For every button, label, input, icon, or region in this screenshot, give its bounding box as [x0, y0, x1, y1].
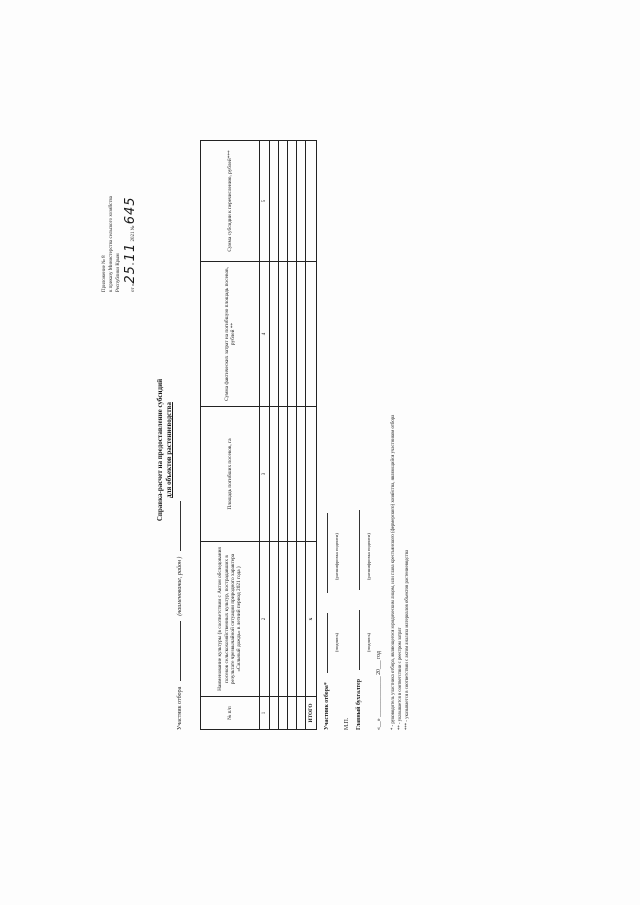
participant-signature-field[interactable] [327, 613, 328, 673]
table-cell[interactable] [288, 407, 297, 542]
column-number-row [260, 141, 270, 730]
participant-name-field[interactable] [180, 621, 181, 681]
table-row [297, 141, 306, 730]
accountant-signature-row [356, 170, 376, 730]
table-cell[interactable] [279, 542, 288, 697]
stamp-label: М.П. [344, 717, 350, 730]
title-line-2: для объектов растениеводства [165, 402, 174, 498]
table-cell[interactable] [288, 542, 297, 697]
appendix-date-line [122, 142, 140, 292]
table-cell[interactable] [297, 141, 306, 262]
table-cell[interactable] [279, 262, 288, 407]
table-cell[interactable] [297, 262, 306, 407]
total-area-cell[interactable] [306, 407, 317, 542]
appendix-line-2: к приказу Министерства сельского хозяйства [108, 195, 114, 292]
table-cell[interactable] [297, 697, 306, 730]
table-cell[interactable] [288, 141, 297, 262]
col-header-crop: Наименование культуры (в соответствии с Актом обследования посевов сельскохозяйственных культур, пострадавших в результате чрезвычайной ситуации природного характера «Сильный дождь» в летний период 2021 года ) [201, 542, 260, 697]
table-row [270, 141, 279, 730]
participant-signature-row [324, 170, 344, 730]
accountant-decode-field[interactable] [359, 510, 360, 590]
col-num-1: 1 [260, 697, 270, 730]
appendix-number: 645 [123, 196, 139, 225]
table-cell[interactable] [288, 262, 297, 407]
appendix-line-3: Республики Крым [115, 253, 121, 292]
table-header-row [201, 141, 260, 730]
table-cell[interactable] [270, 141, 279, 262]
appendix-line-1: Приложение № 8 [102, 255, 107, 292]
stamp-row [344, 170, 356, 730]
participant-hint: (наименование, район ) [177, 556, 183, 616]
table-cell[interactable] [297, 542, 306, 697]
table-cell[interactable] [279, 407, 288, 542]
col-header-area: Площадь погибших посевов, га [201, 407, 260, 542]
col-num-3: 3 [260, 407, 270, 542]
appendix-block [102, 142, 140, 292]
participant-sign-caption: (подпись) [334, 632, 339, 652]
total-costs-cell[interactable] [306, 262, 317, 407]
col-header-subsidy: Сумма субсидии к перечислению, рублей*** [201, 141, 260, 262]
table-cell[interactable] [297, 407, 306, 542]
total-x: х [306, 542, 317, 697]
col-num-2: 2 [260, 542, 270, 697]
accountant-decode-caption: (расшифровка подписи) [366, 533, 371, 580]
date-row [376, 170, 388, 730]
col-num-5: 5 [260, 141, 270, 262]
table-cell[interactable] [270, 697, 279, 730]
appendix-date-year: 2021 № [131, 225, 137, 242]
accountant-sign-caption: (подпись) [366, 632, 371, 652]
accountant-signature-field[interactable] [359, 610, 360, 670]
footnotes [390, 150, 412, 730]
table-row [288, 141, 297, 730]
table-cell[interactable] [279, 141, 288, 262]
participant-line [177, 250, 184, 730]
calculation-table [200, 140, 317, 730]
participant-decode-caption: (расшифровка подписи) [334, 533, 339, 580]
table-cell[interactable] [270, 407, 279, 542]
col-num-4: 4 [260, 262, 270, 407]
footnote-3: *** - указывается в соответствии с актом анализа материалов объектов растениеводства [405, 549, 411, 730]
appendix-date-prefix: от « [131, 283, 137, 292]
table-cell[interactable] [279, 697, 288, 730]
participant-label: Участник отбора [177, 686, 183, 730]
table-total-row [306, 141, 317, 730]
rotated-form [100, 130, 411, 770]
signature-block [324, 170, 388, 730]
table-cell[interactable] [288, 697, 297, 730]
table-cell[interactable] [270, 542, 279, 697]
footnote-1: * - руководитель участника отбора, являющегося юридическим лицом, или глава крестьянского (фермерского) хозяйства, являющийся участником отбора [391, 414, 396, 730]
table-cell[interactable] [270, 262, 279, 407]
appendix-date-mid: » [131, 262, 137, 266]
total-subsidy-cell[interactable] [306, 141, 317, 262]
participant-extra-field[interactable] [180, 501, 181, 551]
page-title [156, 280, 174, 620]
title-line-1: Справка-расчет на предоставление субсидий [156, 378, 164, 522]
col-header-costs: Сумма фактических затрат на погибшую площадь посевов, рублей ** [201, 262, 260, 407]
col-header-number: № п/п [201, 697, 260, 730]
participant-signature-label: Участник отбора* [324, 682, 330, 730]
table-row [279, 141, 288, 730]
total-label: ИТОГО [306, 697, 317, 730]
accountant-label: Главный бухгалтер [356, 679, 362, 730]
footnote-2: ** - указывается в соответствии с реестром затрат [398, 627, 404, 730]
appendix-date-day: 25 [123, 265, 139, 284]
appendix-date-month: 11 [123, 242, 139, 262]
signature-date: «__» ______________ 20___ год [376, 651, 382, 730]
participant-decode-field[interactable] [327, 513, 328, 593]
